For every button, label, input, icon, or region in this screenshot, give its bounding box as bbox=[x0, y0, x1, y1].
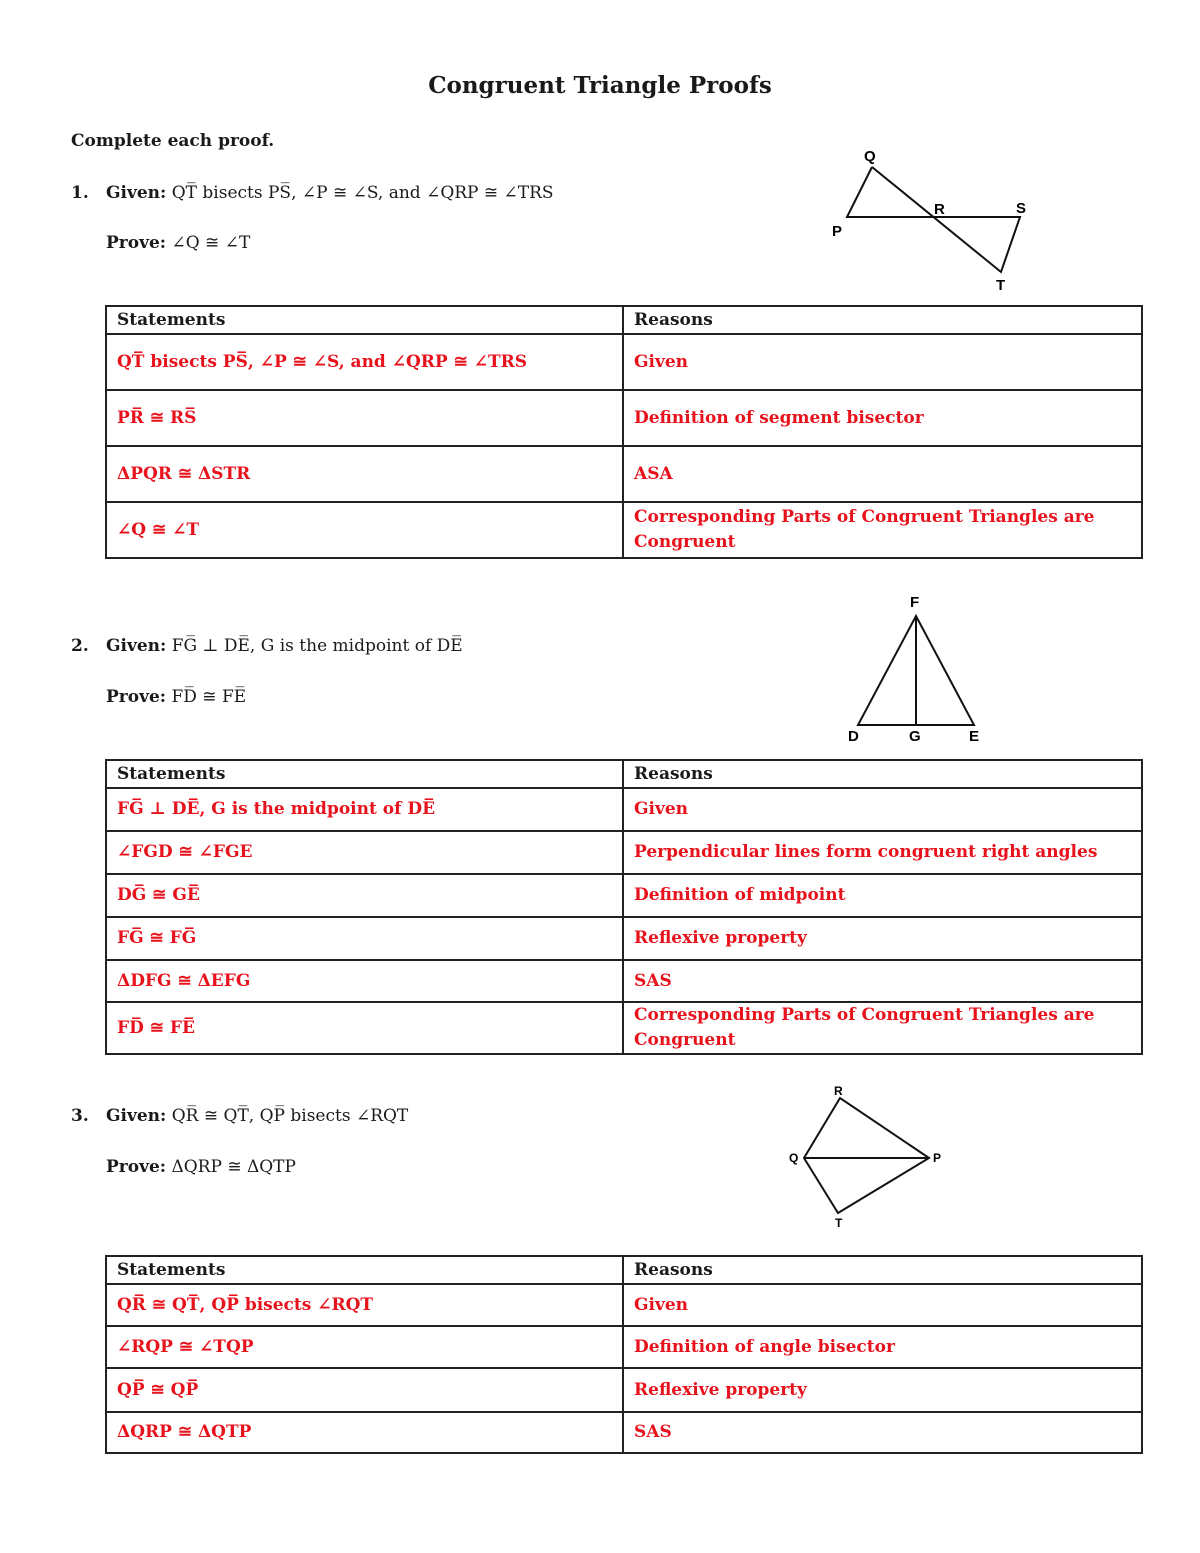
prove-label: Prove: bbox=[106, 233, 167, 253]
reason-cell: Definition of angle bisector bbox=[623, 1326, 1142, 1368]
page-title: Congruent Triangle Proofs bbox=[428, 72, 772, 99]
problem-1-given bbox=[71, 183, 554, 203]
reason-cell: Given bbox=[623, 334, 1142, 390]
given-text: FG̅ ⊥ DE̅, G is the midpoint of DE̅ bbox=[171, 636, 463, 656]
label-g: G bbox=[909, 728, 921, 745]
statement-cell: ΔPQR ≅ ΔSTR bbox=[106, 446, 623, 502]
table-row bbox=[106, 831, 1142, 874]
table-row bbox=[106, 874, 1142, 917]
prove-label: Prove: bbox=[106, 687, 167, 707]
table-row bbox=[106, 390, 1142, 446]
reason-cell: Given bbox=[623, 788, 1142, 831]
prove-text: ∠Q ≅ ∠T bbox=[171, 233, 251, 253]
statement-cell: ΔQRP ≅ ΔQTP bbox=[106, 1412, 623, 1453]
table-row bbox=[106, 1326, 1142, 1368]
statement-cell: PR̅ ≅ RS̅ bbox=[106, 390, 623, 446]
statements-header: Statements bbox=[106, 760, 623, 788]
reasons-header: Reasons bbox=[623, 306, 1142, 334]
reason-cell: ASA bbox=[623, 446, 1142, 502]
problem-3-prove bbox=[106, 1157, 296, 1177]
reason-cell: Corresponding Parts of Congruent Triangles are Congruent bbox=[623, 502, 1142, 558]
statement-cell: FD̅ ≅ FE̅ bbox=[106, 1002, 623, 1054]
table-row bbox=[106, 502, 1142, 558]
problem-2-given bbox=[71, 636, 463, 656]
prove-text: ΔQRP ≅ ΔQTP bbox=[171, 1157, 296, 1177]
given-label: Given: bbox=[106, 636, 167, 656]
label-t: T bbox=[835, 1216, 843, 1230]
reason-cell: Corresponding Parts of Congruent Triangles are Congruent bbox=[623, 1002, 1142, 1054]
label-d: D bbox=[848, 728, 859, 745]
table-row bbox=[106, 334, 1142, 390]
proof-table-3 bbox=[105, 1255, 1143, 1454]
reason-cell: Reflexive property bbox=[623, 1368, 1142, 1412]
statement-cell: QP̅ ≅ QP̅ bbox=[106, 1368, 623, 1412]
label-p: P bbox=[832, 223, 843, 240]
statement-cell: DG̅ ≅ GE̅ bbox=[106, 874, 623, 917]
table-row bbox=[106, 1412, 1142, 1453]
label-f: F bbox=[910, 594, 920, 611]
header-row bbox=[106, 306, 1142, 334]
statement-cell: ΔDFG ≅ ΔEFG bbox=[106, 960, 623, 1002]
label-p: P bbox=[933, 1151, 942, 1165]
table-row bbox=[106, 960, 1142, 1002]
prove-text: FD̅ ≅ FE̅ bbox=[171, 687, 247, 707]
header-row bbox=[106, 1256, 1142, 1284]
problem-number: 1. bbox=[71, 183, 89, 203]
table-row bbox=[106, 446, 1142, 502]
problem-1-prove bbox=[106, 233, 250, 253]
statements-header: Statements bbox=[106, 306, 623, 334]
reason-cell: Reflexive property bbox=[623, 917, 1142, 960]
statement-cell: ∠FGD ≅ ∠FGE bbox=[106, 831, 623, 874]
reason-cell: SAS bbox=[623, 960, 1142, 1002]
given-label: Given: bbox=[106, 1106, 167, 1126]
table-row bbox=[106, 1284, 1142, 1326]
figure-1-lines bbox=[847, 167, 1020, 272]
figure-1-triangles bbox=[820, 140, 1060, 300]
reason-cell: Definition of midpoint bbox=[623, 874, 1142, 917]
reason-cell: Perpendicular lines form congruent right angles bbox=[623, 831, 1142, 874]
header-row bbox=[106, 760, 1142, 788]
reason-cell: SAS bbox=[623, 1412, 1142, 1453]
statement-cell: ∠RQP ≅ ∠TQP bbox=[106, 1326, 623, 1368]
proof-table-2 bbox=[105, 759, 1143, 1055]
figure-3-outline bbox=[804, 1098, 929, 1213]
table-row bbox=[106, 917, 1142, 960]
label-e: E bbox=[969, 728, 980, 745]
problem-3-given bbox=[71, 1106, 408, 1126]
label-q: Q bbox=[789, 1151, 799, 1165]
statement-cell: QT̅ bisects PS̅, ∠P ≅ ∠S, and ∠QRP ≅ ∠TRS bbox=[106, 334, 623, 390]
label-r: R bbox=[834, 1084, 843, 1098]
statement-cell: FG̅ ≅ FG̅ bbox=[106, 917, 623, 960]
proof-table-1 bbox=[105, 305, 1143, 559]
given-text: QR̅ ≅ QT̅, QP̅ bisects ∠RQT bbox=[171, 1106, 409, 1126]
given-text: QT̅ bisects PS̅, ∠P ≅ ∠S, and ∠QRP ≅ ∠TRS bbox=[171, 183, 554, 203]
table-row bbox=[106, 788, 1142, 831]
figure-2-triangle bbox=[830, 590, 1000, 750]
problem-number: 2. bbox=[71, 636, 89, 656]
reasons-header: Reasons bbox=[623, 760, 1142, 788]
instructions: Complete each proof. bbox=[71, 131, 275, 151]
label-r: R bbox=[934, 201, 945, 218]
statement-cell: QR̅ ≅ QT̅, QP̅ bisects ∠RQT bbox=[106, 1284, 623, 1326]
table-row bbox=[106, 1368, 1142, 1412]
reason-cell: Given bbox=[623, 1284, 1142, 1326]
label-q: Q bbox=[864, 148, 876, 165]
given-label: Given: bbox=[106, 183, 167, 203]
table-row bbox=[106, 1002, 1142, 1054]
figure-3-kite bbox=[780, 1080, 960, 1230]
reason-cell: Definition of segment bisector bbox=[623, 390, 1142, 446]
label-t: T bbox=[996, 277, 1006, 294]
problem-2-prove bbox=[106, 687, 246, 707]
statements-header: Statements bbox=[106, 1256, 623, 1284]
statement-cell: FG̅ ⊥ DE̅, G is the midpoint of DE̅ bbox=[106, 788, 623, 831]
prove-label: Prove: bbox=[106, 1157, 167, 1177]
problem-number: 3. bbox=[71, 1106, 89, 1126]
label-s: S bbox=[1016, 200, 1027, 217]
statement-cell: ∠Q ≅ ∠T bbox=[106, 502, 623, 558]
reasons-header: Reasons bbox=[623, 1256, 1142, 1284]
